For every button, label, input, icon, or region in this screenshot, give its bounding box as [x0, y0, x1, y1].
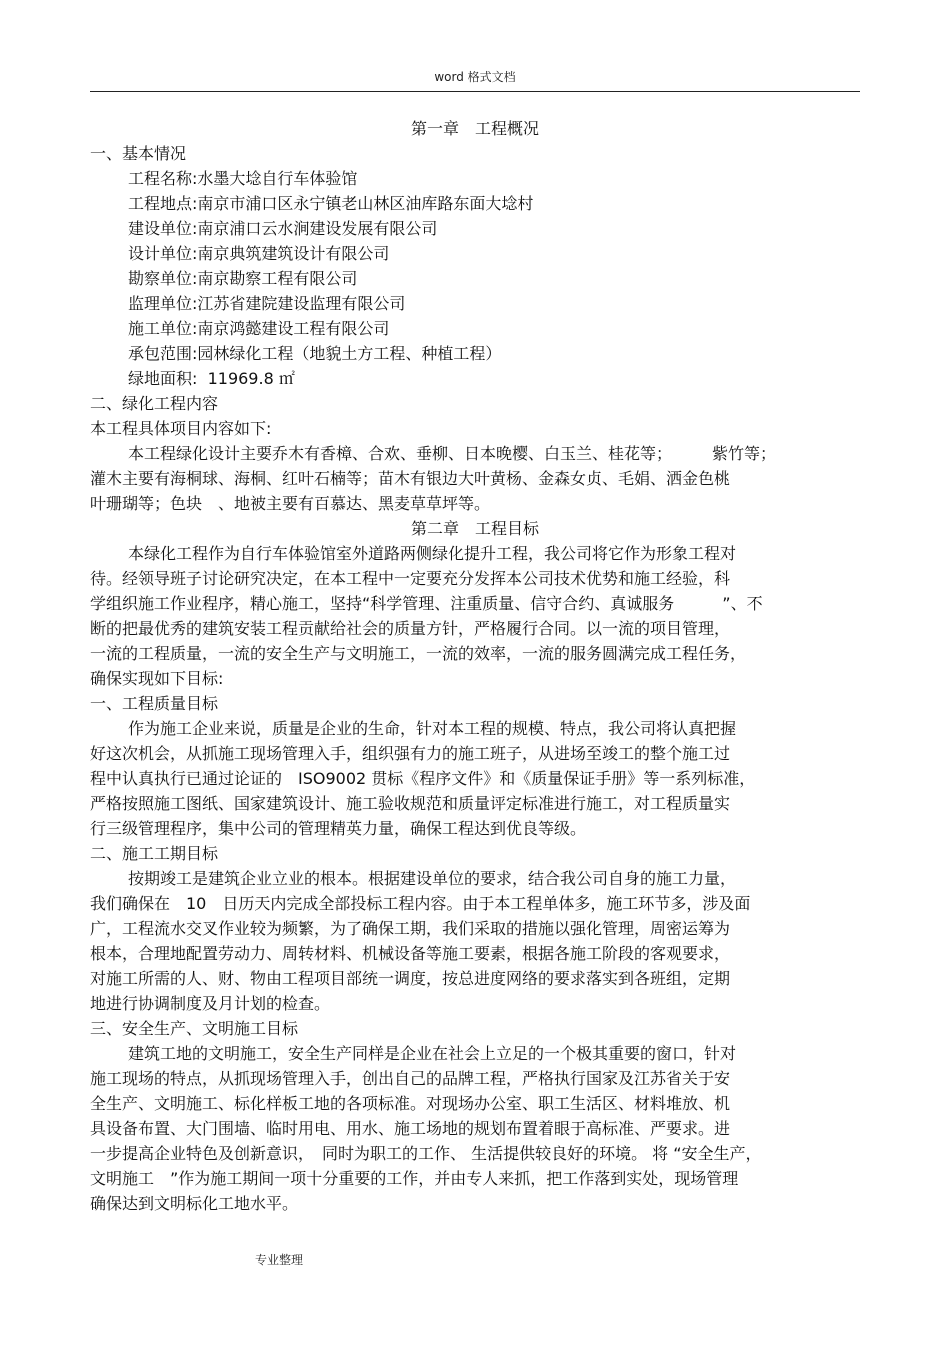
paragraph-line: 本绿化工程作为自行车体验馆室外道路两侧绿化提升工程，我公司将它作为形象工程对 — [128, 544, 737, 563]
paragraph-line: 一步提高企业特色及创新意识， 同时为职工的工作、 生活提供较良好的环境。 将 “安全生产， — [90, 1144, 762, 1163]
paragraph-line: 程中认真执行已通过论证的 ISO9002 贯标《程序文件》和《质量保证手册》等一系列标准， — [90, 769, 756, 788]
field-label: 工程名称: — [128, 169, 198, 188]
field-label: 设计单位: — [128, 244, 198, 263]
field-value: 水墨大埝自行车体验馆 — [197, 169, 358, 188]
field-row — [90, 191, 860, 216]
field-label: 施工单位: — [128, 319, 198, 338]
field-row — [90, 316, 860, 341]
paragraph-line: 待。经领导班子讨论研究决定，在本工程中一定要充分发挥本公司技术优势和施工经验，科 — [90, 569, 731, 588]
paragraph-line: 断的把最优秀的建筑安装工程贡献给社会的质量方针，严格履行合同。以一流的项目管理， — [90, 619, 731, 638]
paragraph-line: 广，工程流水交叉作业较为频繁，为了确保工期，我们采取的措施以强化管理，周密运筹为 — [90, 919, 731, 938]
paragraph-line: 作为施工企业来说，质量是企业的生命，针对本工程的规模、特点，我公司将认真把握 — [128, 719, 737, 738]
paragraph-line: 学组织施工作业程序，精心施工，坚持“科学管理、注重质量、信守合约、真诚服务 ”、不 — [90, 594, 763, 613]
section-quality-heading: 一、工程质量目标 — [90, 694, 219, 713]
field-value: 园林绿化工程（地貌土方工程、种植工程） — [197, 344, 502, 363]
section-basic-info-heading: 一、基本情况 — [90, 144, 187, 163]
paragraph-line: 按期竣工是建筑企业立业的根本。根据建设单位的要求，结合我公司自身的施工力量， — [128, 869, 737, 888]
chapter1-title: 第一章 工程概况 — [410, 119, 539, 138]
paragraph-line: 对施工所需的人、财、物由工程项目部统一调度，按总进度网络的要求落实到各班组，定期 — [90, 969, 731, 988]
paragraph-line: 确保实现如下目标: — [90, 669, 224, 688]
document-body — [90, 116, 860, 1216]
field-label: 工程地点: — [128, 194, 198, 213]
field-row — [90, 166, 860, 191]
section-greening-heading: 二、绿化工程内容 — [90, 394, 219, 413]
paragraph-line: 灌木主要有海桐球、海桐、红叶石楠等；苗木有银边大叶黄杨、金森女贞、毛娟、洒金色桃 — [90, 469, 731, 488]
field-value: 南京勘察工程有限公司 — [197, 269, 358, 288]
paragraph-line: 地进行协调制度及月计划的检查。 — [90, 994, 331, 1013]
field-value: 南京鸿懿建设工程有限公司 — [197, 319, 390, 338]
paragraph-line: 一流的工程质量，一流的安全生产与文明施工，一流的效率，一流的服务圆满完成工程任务， — [90, 644, 747, 663]
paragraph-line: 好这次机会，从抓施工现场管理入手，组织强有力的施工班子，从进场至竣工的整个施工过 — [90, 744, 731, 763]
section-schedule-heading: 二、施工工期目标 — [90, 844, 219, 863]
paragraph-line: 严格按照施工图纸、国家建筑设计、施工验收规范和质量评定标准进行施工，对工程质量实 — [90, 794, 731, 813]
paragraph-line: 我们确保在 10 日历天内完成全部投标工程内容。由于本工程单体多，施工环节多，涉及面 — [90, 894, 751, 913]
field-label: 承包范围: — [128, 344, 198, 363]
page-header: word 格式文档 — [434, 70, 516, 84]
field-label: 建设单位: — [128, 219, 198, 238]
field-value: 南京市浦口区永宁镇老山林区油库路东面大埝村 — [197, 194, 534, 213]
paragraph-line: 具设备布置、大门围墙、临时用电、用水、施工场地的规划布置着眼于高标准、严要求。进 — [90, 1119, 731, 1138]
paragraph-line: 叶珊瑚等；色块 、地被主要有百慕达、黑麦草草坪等。 — [90, 494, 491, 513]
field-value: 江苏省建院建设监理有限公司 — [197, 294, 406, 313]
paragraph-line: 建筑工地的文明施工，安全生产同样是企业在社会上立足的一个极其重要的窗口，针对 — [128, 1044, 737, 1063]
field-label: 绿地面积: — [128, 369, 198, 388]
field-row — [90, 366, 860, 391]
field-row — [90, 216, 860, 241]
field-row — [90, 241, 860, 266]
field-value: 11969.8 ㎡ — [207, 369, 295, 388]
paragraph-line: 施工现场的特点，从抓现场管理入手，创出自己的品牌工程，严格执行国家及江苏省关于安 — [90, 1069, 731, 1088]
field-value: 南京典筑建筑设计有限公司 — [197, 244, 390, 263]
section-safety-heading: 三、安全生产、文明施工目标 — [90, 1019, 299, 1038]
paragraph-line: 文明施工 ”作为施工期间一项十分重要的工作，并由专人来抓，把工作落到实处，现场管理 — [90, 1169, 739, 1188]
field-label: 勘察单位: — [128, 269, 198, 288]
paragraph-line: 确保达到文明标化工地水平。 — [90, 1194, 299, 1213]
field-row — [90, 266, 860, 291]
paragraph-line: 行三级管理程序，集中公司的管理精英力量，确保工程达到优良等级。 — [90, 819, 587, 838]
header-rule — [90, 91, 860, 92]
paragraph-line: 根本，合理地配置劳动力、周转材料、机械设备等施工要素，根据各施工阶段的客观要求， — [90, 944, 731, 963]
field-row — [90, 291, 860, 316]
chapter2-title: 第二章 工程目标 — [410, 519, 539, 538]
page-footer: 专业整理 — [255, 1253, 304, 1267]
paragraph-line: 本工程绿化设计主要乔木有香樟、合欢、垂柳、日本晚樱、白玉兰、桂花等； 紫竹等； — [128, 444, 777, 463]
field-row — [90, 341, 860, 366]
field-value: 南京浦口云水涧建设发展有限公司 — [197, 219, 438, 238]
field-label: 监理单位: — [128, 294, 198, 313]
greening-intro: 本工程具体项目内容如下: — [90, 419, 272, 438]
paragraph-line: 全生产、文明施工、标化样板工地的各项标准。对现场办公室、职工生活区、材料堆放、机 — [90, 1094, 731, 1113]
